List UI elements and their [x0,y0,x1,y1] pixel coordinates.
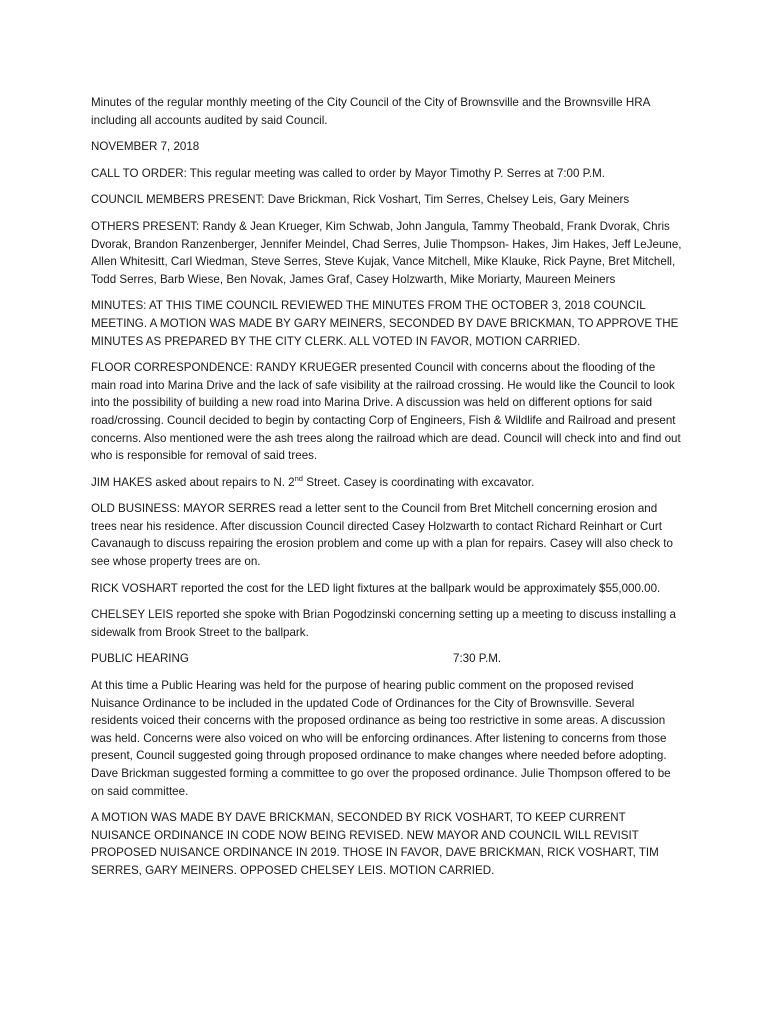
meeting-minutes [91,94,683,889]
call-to-order: CALL TO ORDER: This regular meeting was called to order by Mayor Timothy P. Serres at 7:00 P.M. [91,166,605,180]
jim-hakes-paragraph [91,474,683,492]
public-hearing-label: PUBLIC HEARING [91,652,189,666]
floor-correspondence: FLOOR CORRESPONDENCE: RANDY KRUEGER presented Council with concerns about the flooding of the main road into Marina Drive and the lack of safe visibility at the railroad crossing. He would like the Council to look into the possibility of building a new road into Marina Drive. A discussion was held on different options for said road/crossing. Council decided to begin by contacting Corp of Engineers, Fish & Wildlife and Railroad and present concerns. Also mentioned were the ash trees along the railroad which are dead. Council will check into and find out who is responsible for removal of said trees. [91,361,681,463]
others-present: OTHERS PRESENT: Randy & Jean Krueger, Kim Schwab, John Jangula, Tammy Theobald, Frank Dvorak, Chris Dvorak, Brandon Ranzenberger, Jennifer Meindel, Chad Serres, Julie Thompson- Hakes, Jim Hakes, Jeff LeJeune, Allen Whitesitt, Carl Wiedman, Steve Serres, Steve Kujak, Vance Mitchell, Mike Klauke, Rick Payne, Bret Mitchell, Todd Serres, Barb Wiese, Ben Novak, James Graf, Casey Holzwarth, Mike Moriarty, Maureen Meiners [91,219,682,286]
intro-paragraph: Minutes of the regular monthly meeting of the City Council of the City of Brownsville and the Brownsville HRA including all accounts audited by said Council. [91,96,650,127]
ordinal-suffix: nd [294,473,303,483]
public-hearing-paragraph: At this time a Public Hearing was held for the purpose of hearing public comment on the proposed revised Nuisance Ordinance to be included in the updated Code of Ordinances for the City of Brownsville. Several residents voiced their concerns with the proposed ordinance as being too restrictive in some areas. A discussion was held. Concerns were also voiced on who will be enforcing ordinances. After listening to concerns from those present, Council suggested going through proposed ordinance to make changes where needed before adopting. Dave Brickman suggested forming a committee to go over the proposed ordinance. Julie Thompson offered to be on said committee. [91,679,671,798]
old-business: OLD BUSINESS: MAYOR SERRES read a letter sent to the Council from Bret Mitchell concerning erosion and trees near his residence. After discussion Council directed Casey Holzwarth to contact Richard Reinhart or Curt Cavanaugh to discuss repairing the erosion problem and come up with a plan for repairs. Casey will also check to see whose property trees are on. [91,502,673,569]
jim-hakes-text-a: JIM HAKES asked about repairs to N. 2 [91,475,295,489]
jim-hakes-text-b: Street. Casey is coordinating with excavator. [302,475,535,489]
public-hearing-time: 7:30 P.M. [453,652,502,666]
public-hearing-heading [91,650,683,668]
minutes-section: MINUTES: AT THIS TIME COUNCIL REVIEWED THE MINUTES FROM THE OCTOBER 3, 2018 COUNCIL MEETING. A MOTION WAS MADE BY GARY MEINERS, SECONDED BY DAVE BRICKMAN, TO APPROVE THE MINUTES AS PREPARED BY THE CITY CLERK. ALL VOTED IN FAVOR, MOTION CARRIED. [91,299,679,348]
rick-voshart-report: RICK VOSHART reported the cost for the LED light fixtures at the ballpark would be approximately $55,000.00. [91,581,661,595]
council-members-present: COUNCIL MEMBERS PRESENT: Dave Brickman, Rick Voshart, Tim Serres, Chelsey Leis, Gary Meiners [91,193,630,207]
meeting-date: NOVEMBER 7, 2018 [91,140,200,154]
motion-paragraph: A MOTION WAS MADE BY DAVE BRICKMAN, SECONDED BY RICK VOSHART, TO KEEP CURRENT NUISANCE ORDINANCE IN CODE NOW BEING REVISED. NEW MAYOR AND COUNCIL WILL REVISIT PROPOSED NUISANCE ORDINANCE IN 2019. THOSE IN FAVOR, DAVE BRICKMAN, RICK VOSHART, TIM SERRES, GARY MEINERS. OPPOSED CHELSEY LEIS. MOTION CARRIED. [91,811,659,877]
chelsey-leis-report: CHELSEY LEIS reported she spoke with Brian Pogodzinski concerning setting up a meeting to discuss installing a sidewalk from Brook Street to the ballpark. [91,608,676,639]
